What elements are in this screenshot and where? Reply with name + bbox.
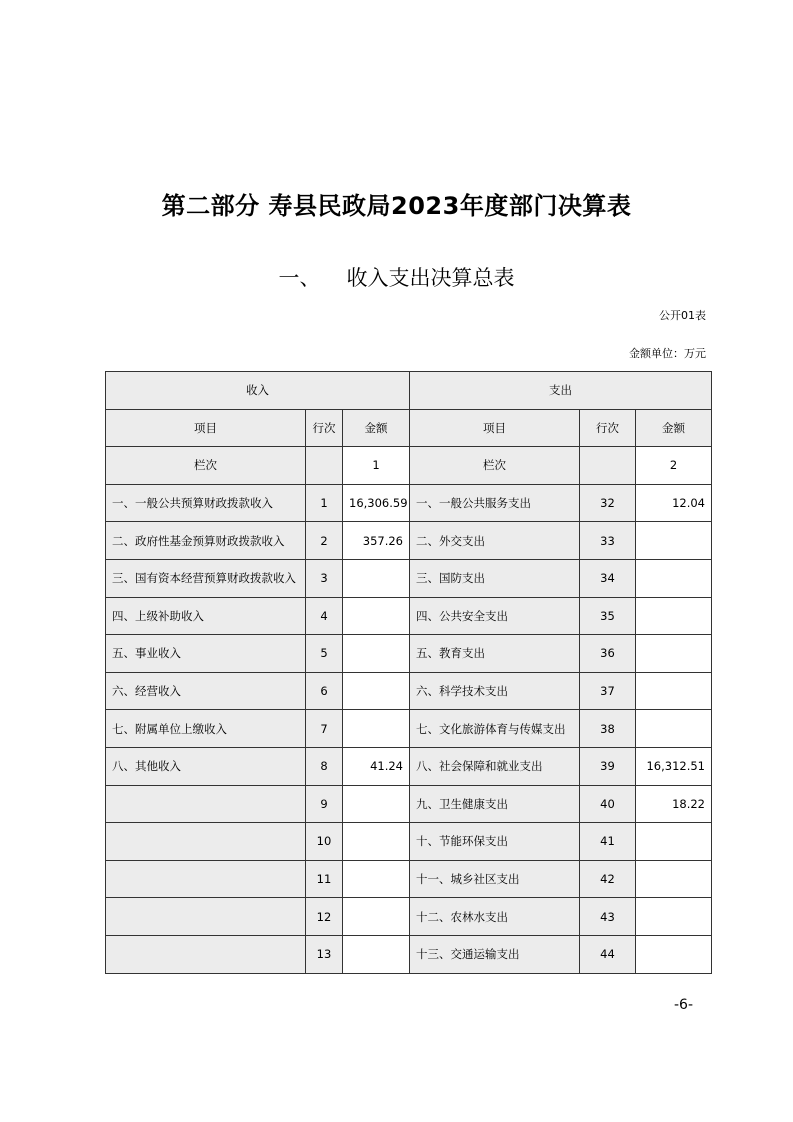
expense-amount-header: 金额 — [636, 409, 712, 447]
column-index-row — [106, 447, 712, 485]
table-row — [106, 522, 712, 560]
table-row — [106, 710, 712, 748]
income-row-number: 2 — [306, 522, 343, 560]
income-item — [106, 823, 306, 861]
table-row — [106, 860, 712, 898]
table-row — [106, 672, 712, 710]
income-item: 三、国有资本经营预算财政拨款收入 — [106, 559, 306, 597]
expense-item: 十三、交通运输支出 — [410, 935, 580, 973]
expense-amount — [636, 559, 712, 597]
income-item — [106, 785, 306, 823]
expense-row-number: 37 — [580, 672, 636, 710]
expense-row-number: 33 — [580, 522, 636, 560]
expense-row-number: 40 — [580, 785, 636, 823]
income-row-number: 5 — [306, 635, 343, 673]
income-expense-table — [105, 371, 712, 974]
expense-item: 五、教育支出 — [410, 635, 580, 673]
income-amount — [343, 898, 410, 936]
expense-amount — [636, 823, 712, 861]
income-row-number: 7 — [306, 710, 343, 748]
expense-row-number: 42 — [580, 860, 636, 898]
table-row — [106, 597, 712, 635]
table-header-row — [106, 372, 712, 410]
table-row — [106, 747, 712, 785]
income-item: 五、事业收入 — [106, 635, 306, 673]
expense-item: 十二、农林水支出 — [410, 898, 580, 936]
expense-item: 八、社会保障和就业支出 — [410, 747, 580, 785]
income-row-header: 行次 — [306, 409, 343, 447]
expense-amount — [636, 710, 712, 748]
income-row-number: 4 — [306, 597, 343, 635]
income-amount: 41.24 — [343, 747, 410, 785]
expense-amount — [636, 898, 712, 936]
expense-item: 九、卫生健康支出 — [410, 785, 580, 823]
income-item: 七、附属单位上缴收入 — [106, 710, 306, 748]
expense-row-number: 38 — [580, 710, 636, 748]
table-row — [106, 935, 712, 973]
expense-item-header: 项目 — [410, 409, 580, 447]
income-row-number: 6 — [306, 672, 343, 710]
income-amount — [343, 635, 410, 673]
income-item: 四、上级补助收入 — [106, 597, 306, 635]
income-amount — [343, 672, 410, 710]
expense-column-index: 2 — [636, 447, 712, 485]
income-row-number: 13 — [306, 935, 343, 973]
income-column-index: 1 — [343, 447, 410, 485]
income-row-number: 11 — [306, 860, 343, 898]
expense-row-number: 41 — [580, 823, 636, 861]
income-item — [106, 935, 306, 973]
expense-lanci-label: 栏次 — [410, 447, 580, 485]
income-row-number: 8 — [306, 747, 343, 785]
expense-item: 三、国防支出 — [410, 559, 580, 597]
expense-item: 二、外交支出 — [410, 522, 580, 560]
expense-row-number: 44 — [580, 935, 636, 973]
income-item-header: 项目 — [106, 409, 306, 447]
income-lanci-empty — [306, 447, 343, 485]
expense-item: 十一、城乡社区支出 — [410, 860, 580, 898]
expense-item: 六、科学技术支出 — [410, 672, 580, 710]
table-row — [106, 898, 712, 936]
expense-row-header: 行次 — [580, 409, 636, 447]
expense-item: 七、文化旅游体育与传媒支出 — [410, 710, 580, 748]
expense-item: 四、公共安全支出 — [410, 597, 580, 635]
income-row-number: 3 — [306, 559, 343, 597]
income-amount — [343, 710, 410, 748]
expense-amount: 16,312.51 — [636, 747, 712, 785]
income-lanci-label: 栏次 — [106, 447, 306, 485]
income-amount — [343, 823, 410, 861]
expense-amount — [636, 935, 712, 973]
expense-row-number: 36 — [580, 635, 636, 673]
income-row-number: 12 — [306, 898, 343, 936]
income-item: 一、一般公共预算财政拨款收入 — [106, 484, 306, 522]
income-item: 二、政府性基金预算财政拨款收入 — [106, 522, 306, 560]
expense-amount: 18.22 — [636, 785, 712, 823]
expense-row-number: 35 — [580, 597, 636, 635]
table-row — [106, 635, 712, 673]
expense-amount — [636, 597, 712, 635]
table-row — [106, 785, 712, 823]
expense-row-number: 32 — [580, 484, 636, 522]
income-item: 六、经营收入 — [106, 672, 306, 710]
expense-item: 一、一般公共服务支出 — [410, 484, 580, 522]
income-row-number: 9 — [306, 785, 343, 823]
page-number: -6- — [673, 997, 693, 1013]
income-row-number: 1 — [306, 484, 343, 522]
expense-item: 十、节能环保支出 — [410, 823, 580, 861]
income-amount — [343, 559, 410, 597]
column-header-row — [106, 409, 712, 447]
expense-amount: 12.04 — [636, 484, 712, 522]
income-header: 收入 — [106, 372, 410, 410]
expense-row-number: 39 — [580, 747, 636, 785]
income-item — [106, 898, 306, 936]
income-amount: 16,306.59 — [343, 484, 410, 522]
section-title-text: 收入支出决算总表 — [346, 266, 515, 290]
expense-amount — [636, 522, 712, 560]
section-title — [0, 262, 793, 292]
income-amount — [343, 935, 410, 973]
unit-label: 金额单位：万元 — [629, 347, 706, 360]
section-number: 一、 — [278, 266, 321, 290]
income-amount: 357.26 — [343, 522, 410, 560]
expense-amount — [636, 672, 712, 710]
table-row — [106, 484, 712, 522]
expense-row-number: 43 — [580, 898, 636, 936]
expense-amount — [636, 635, 712, 673]
table-code: 公开01表 — [659, 309, 706, 322]
income-item — [106, 860, 306, 898]
expense-lanci-empty — [580, 447, 636, 485]
income-item: 八、其他收入 — [106, 747, 306, 785]
table-row — [106, 823, 712, 861]
income-amount — [343, 785, 410, 823]
expense-row-number: 34 — [580, 559, 636, 597]
income-amount — [343, 860, 410, 898]
income-amount-header: 金额 — [343, 409, 410, 447]
expense-header: 支出 — [410, 372, 712, 410]
page-title: 第二部分 寿县民政局2023年度部门决算表 — [161, 192, 632, 220]
income-amount — [343, 597, 410, 635]
expense-amount — [636, 860, 712, 898]
income-row-number: 10 — [306, 823, 343, 861]
table-row — [106, 559, 712, 597]
